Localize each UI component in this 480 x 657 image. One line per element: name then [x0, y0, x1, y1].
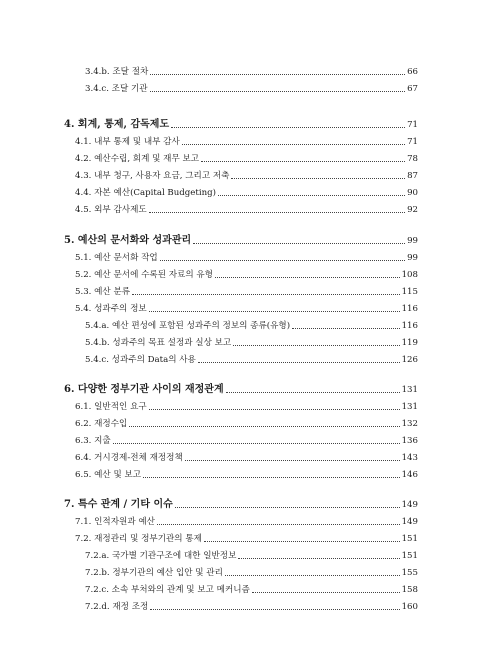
toc-entry-page-number: 71 — [407, 137, 418, 147]
toc-entry-title: 7.2.b. 정부기관의 예산 입안 및 관리 — [85, 568, 223, 578]
toc-entry-page-number: 155 — [401, 568, 418, 578]
dot-leader — [231, 178, 405, 179]
toc-entry-title: 5.4.a. 예산 편성에 포함된 성과주의 정보의 종류(유형) — [85, 321, 291, 331]
toc-entry-sec — [64, 531, 418, 547]
toc-entry-sec — [64, 250, 418, 266]
toc-entry-sub — [64, 335, 418, 351]
dot-leader — [185, 460, 400, 461]
dot-leader — [226, 392, 400, 393]
toc-entry-sub — [64, 81, 418, 97]
toc-entry-chapter — [64, 233, 418, 249]
toc-entry-page-number: 131 — [401, 385, 418, 395]
dot-leader — [198, 362, 400, 363]
dot-leader — [113, 443, 400, 444]
toc-entry-sec — [64, 168, 418, 184]
toc-entry-sec — [64, 399, 418, 415]
toc-entry-page-number: 151 — [401, 534, 418, 544]
dot-leader — [225, 575, 400, 576]
toc-entry-page-number: 90 — [407, 188, 418, 198]
toc-entry-sec — [64, 185, 418, 201]
toc-entry-sec — [64, 450, 418, 466]
toc-entry-title: 6. 다양한 정부기관 사이의 재정관계 — [64, 384, 224, 395]
toc-entry-chapter — [64, 497, 418, 513]
toc-entry-page-number: 115 — [401, 287, 418, 297]
toc-entry-title: 5.3. 예산 분류 — [75, 287, 131, 297]
dot-leader — [252, 592, 400, 593]
dot-leader — [149, 311, 400, 312]
dot-leader — [150, 74, 405, 75]
toc-entry-page-number: 116 — [401, 304, 418, 314]
dot-leader — [157, 524, 400, 525]
dot-leader — [150, 609, 399, 610]
toc-entry-sub — [64, 582, 418, 598]
toc-entry-title: 4.3. 내부 청구, 사용자 요금, 그리고 저축 — [75, 171, 230, 181]
toc-entry-page-number: 151 — [401, 551, 418, 561]
toc-entry-title: 7.2.d. 재정 조정 — [85, 602, 149, 612]
toc-entry-title: 5. 예산의 문서화와 성과관리 — [64, 235, 192, 246]
toc-entry-sec — [64, 467, 418, 483]
toc-entry-sec — [64, 416, 418, 432]
toc-entry-sub — [64, 352, 418, 368]
toc-entry-page-number: 87 — [407, 171, 418, 181]
toc-entry-page-number: 146 — [401, 470, 418, 480]
dot-leader — [182, 144, 405, 145]
toc-entry-title: 4.5. 외부 감사제도 — [75, 205, 147, 215]
toc-entry-page-number: 143 — [401, 453, 418, 463]
dot-leader — [193, 243, 405, 244]
toc-entry-sub — [64, 318, 418, 334]
toc-entry-page-number: 108 — [401, 270, 418, 280]
dot-leader — [143, 477, 399, 478]
toc-entry-title: 5.4.b. 성과주의 목표 설정과 실상 보고 — [85, 338, 232, 348]
toc-entry-sec — [64, 134, 418, 150]
dot-leader — [233, 345, 399, 346]
toc-entry-title: 7. 특수 관계 / 기타 이슈 — [64, 499, 173, 510]
dot-leader — [150, 91, 405, 92]
toc-entry-title: 7.1. 인적자원과 예산 — [75, 517, 155, 527]
dot-leader — [171, 127, 405, 128]
toc-entry-page-number: 119 — [401, 338, 418, 348]
toc-entry-sec — [64, 433, 418, 449]
dot-leader — [160, 260, 405, 261]
toc-entry-page-number: 149 — [401, 500, 418, 510]
dot-leader — [292, 328, 400, 329]
dot-leader — [149, 212, 405, 213]
toc-entry-title: 4.4. 자본 예산(Capital Budgeting) — [75, 188, 216, 198]
toc-entry-title: 6.5. 예산 및 보고 — [75, 470, 142, 480]
toc-entry-title: 5.4. 성과주의 정보 — [75, 304, 147, 314]
toc-entry-title: 5.2. 예산 문서에 수록된 자료의 유형 — [75, 270, 213, 280]
toc-entry-title: 5.4.c. 성과주의 Data의 사용 — [85, 355, 196, 365]
dot-leader — [175, 507, 400, 508]
dot-leader — [132, 294, 400, 295]
toc-entry-sub — [64, 548, 418, 564]
toc-entry-title: 6.1. 일반적인 요구 — [75, 402, 147, 412]
toc-entry-page-number: 136 — [401, 436, 418, 446]
toc-entry-title: 7.2. 재정관리 및 정부기관의 통제 — [75, 534, 202, 544]
toc-entry-title: 6.3. 지출 — [75, 436, 111, 446]
toc-entry-sec — [64, 151, 418, 167]
toc-entry-title: 7.2.c. 소속 부처와의 관계 및 보고 메커니즘 — [85, 585, 250, 595]
toc-entry-chapter — [64, 117, 418, 133]
toc-entry-sub — [64, 64, 418, 80]
toc-entry-page-number: 131 — [401, 402, 418, 412]
toc-entry-page-number: 67 — [407, 84, 418, 94]
toc-entry-sec — [64, 202, 418, 218]
toc-entry-page-number: 99 — [407, 236, 418, 246]
dot-leader — [215, 277, 400, 278]
toc-entry-title: 3.4.b. 조달 절차 — [85, 67, 149, 77]
toc-entry-page-number: 71 — [407, 120, 418, 130]
toc-entry-title: 7.2.a. 국가별 기관구조에 대한 일반정보 — [85, 551, 237, 561]
toc-entry-page-number: 116 — [401, 321, 418, 331]
toc-entry-sec — [64, 301, 418, 317]
toc-entry-title: 3.4.c. 조달 기관 — [85, 84, 148, 94]
toc-entry-sec — [64, 267, 418, 283]
toc-entry-page-number: 158 — [401, 585, 418, 595]
toc-entry-chapter — [64, 382, 418, 398]
toc-entry-sec — [64, 284, 418, 300]
dot-leader — [201, 161, 405, 162]
dot-leader — [218, 195, 405, 196]
toc-entry-sec — [64, 514, 418, 530]
toc-entry-title: 4.2. 예산수립, 회계 및 재무 보고 — [75, 154, 200, 164]
dot-leader — [129, 426, 399, 427]
toc-entry-title: 4. 회계, 통제, 감독제도 — [64, 119, 170, 130]
toc-entry-page-number: 149 — [401, 517, 418, 527]
toc-entry-page-number: 92 — [407, 205, 418, 215]
toc-entry-page-number: 78 — [407, 154, 418, 164]
toc-entry-title: 5.1. 예산 문서화 작업 — [75, 253, 158, 263]
toc-entry-page-number: 99 — [407, 253, 418, 263]
dot-leader — [238, 558, 399, 559]
toc-entry-sub — [64, 565, 418, 581]
dot-leader — [149, 409, 400, 410]
dot-leader — [204, 541, 400, 542]
toc-entry-page-number: 132 — [401, 419, 418, 429]
toc-entry-title: 6.2. 재정수입 — [75, 419, 128, 429]
toc-entry-page-number: 126 — [401, 355, 418, 365]
toc-entry-sub — [64, 599, 418, 615]
toc-entry-page-number: 66 — [407, 67, 418, 77]
toc-entry-title: 4.1. 내부 통제 및 내부 감사 — [75, 137, 180, 147]
toc-entry-title: 6.4. 거시경제-전체 재정정책 — [75, 453, 183, 463]
toc-entry-page-number: 160 — [401, 602, 418, 612]
